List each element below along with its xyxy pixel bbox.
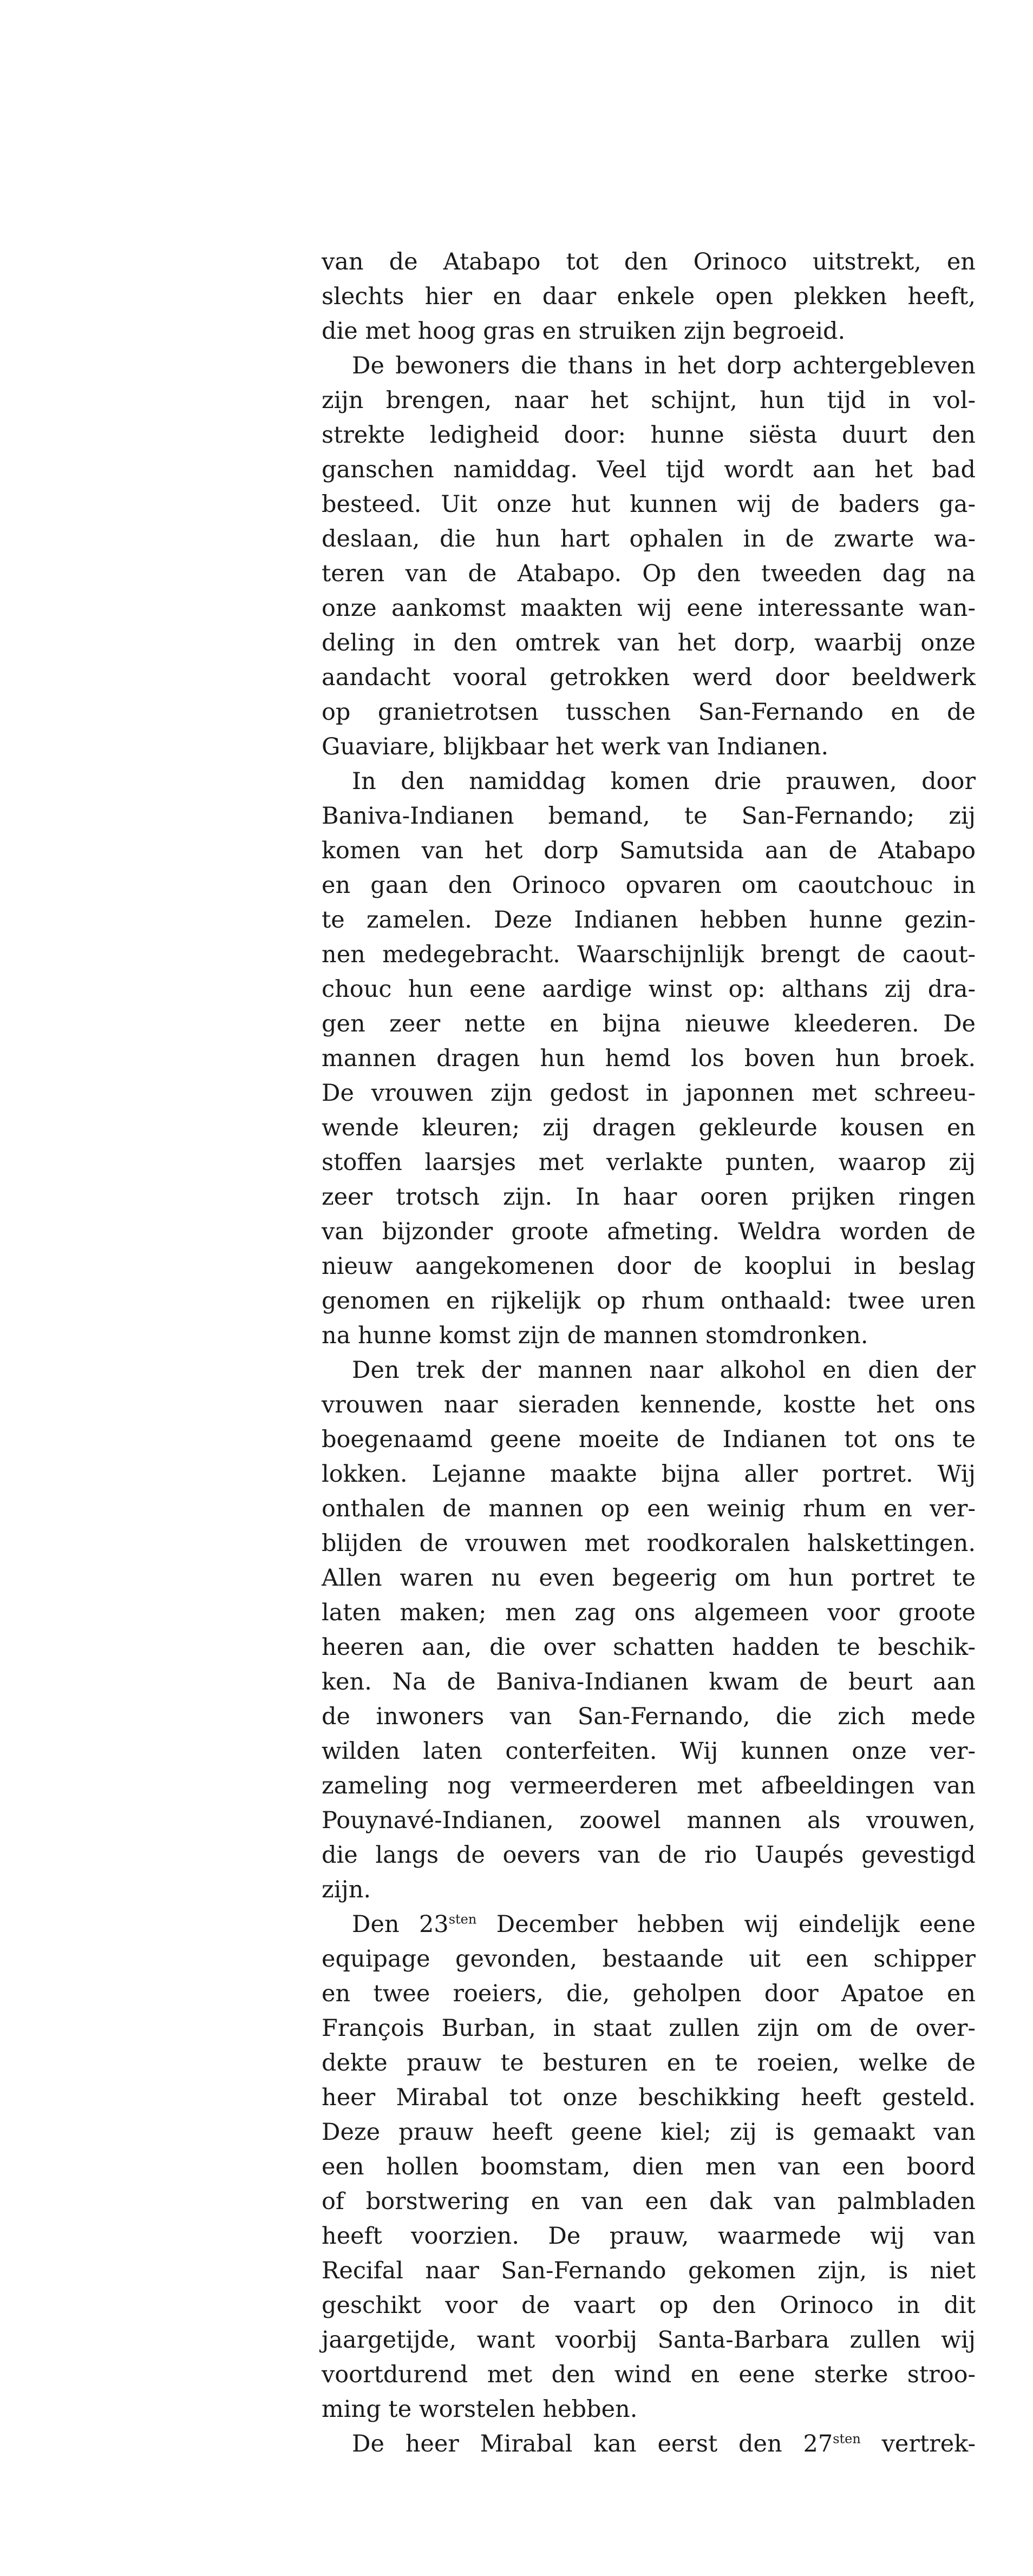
text-line-content: slechts hier en daar enkele open plekken heeft, <box>322 283 976 310</box>
text-line <box>322 972 976 1007</box>
text-line-content: voortdurend met den wind en eene sterke stroo- <box>322 2361 976 2388</box>
text-line-content: heeren aan, die over schatten hadden te beschik- <box>322 1634 976 1661</box>
text-line <box>322 2427 976 2461</box>
text-line-content: Den 23 <box>352 1911 449 1938</box>
text-line <box>322 937 976 972</box>
text-line <box>322 2392 976 2427</box>
text-line <box>322 314 976 349</box>
text-line <box>322 1145 976 1180</box>
text-line-content: genomen en rijkelijk op rhum onthaald: twee uren <box>322 1287 976 1315</box>
text-line <box>322 833 976 868</box>
text-line <box>322 2253 976 2288</box>
text-line-content: die langs de oevers van de rio Uaupés gevestigd <box>322 1842 976 1869</box>
superscript: sten <box>448 1911 477 1927</box>
text-line <box>322 1561 976 1595</box>
text-line-content: Pouynavé-Indianen, zoowel mannen als vrouwen, <box>322 1807 976 1834</box>
text-line <box>322 799 976 833</box>
text-line <box>322 730 976 764</box>
text-line-content: jaargetijde, want voorbij Santa-Barbara zullen wij <box>322 2327 976 2354</box>
text-line-content: en twee roeiers, die, geholpen door Apatoe en <box>322 1980 976 2007</box>
text-line <box>322 1076 976 1110</box>
text-line-content: die met hoog gras en struiken zijn begroeid. <box>322 318 846 345</box>
text-line-content: François Burban, in staat zullen zijn om de over- <box>322 2015 976 2042</box>
text-line-content: Baniva-Indianen bemand, te San-Fernando; zij <box>322 803 976 830</box>
text-line-content: wende kleuren; zij dragen gekleurde kousen en <box>322 1114 976 1141</box>
text-line-content: geschikt voor de vaart op den Orinoco in dit <box>322 2292 976 2319</box>
text-line <box>322 1976 976 2011</box>
text-line-content: boegenaamd geene moeite de Indianen tot ons te <box>322 1426 976 1453</box>
text-line-content: heer Mirabal tot onze beschikking heeft gesteld. <box>322 2084 976 2111</box>
text-line <box>322 1214 976 1249</box>
text-line <box>322 1665 976 1699</box>
text-line <box>322 1422 976 1457</box>
text-line-content: aandacht vooral getrokken werd door beeldwerk <box>322 664 976 691</box>
text-line-content: van bijzonder groote afmeting. Weldra worden de <box>322 1218 976 1245</box>
superscript: sten <box>833 2431 861 2447</box>
text-line-content: equipage gevonden, bestaande uit een schipper <box>322 1946 976 1973</box>
text-line-content: De heer Mirabal kan eerst den 27 <box>352 2430 833 2457</box>
text-line <box>322 2219 976 2253</box>
text-line-content: zameling nog vermeerderen met afbeeldingen van <box>322 1772 976 1799</box>
text-line <box>322 2323 976 2357</box>
text-line <box>322 626 976 660</box>
text-line <box>322 418 976 452</box>
text-line-content: Recifal naar San-Fernando gekomen zijn, is niet <box>322 2257 976 2284</box>
text-line <box>322 1595 976 1630</box>
text-line-content: De vrouwen zijn gedost in japonnen met schreeu- <box>322 1080 976 1107</box>
text-line <box>322 695 976 730</box>
text-line-content: zijn. <box>322 1876 371 1903</box>
text-line <box>322 1110 976 1145</box>
text-line-content: de inwoners van San-Fernando, die zich mede <box>322 1703 976 1730</box>
text-line <box>322 1630 976 1665</box>
text-line <box>322 2080 976 2115</box>
body-text <box>322 245 976 2461</box>
text-line-content: Allen waren nu even begeerig om hun portret te <box>322 1565 976 1592</box>
text-line-content: mannen dragen hun hemd los boven hun broek. <box>322 1045 976 1072</box>
text-line-content: en gaan den Orinoco opvaren om caoutchouc in <box>322 872 976 899</box>
text-line <box>322 279 976 314</box>
text-line-content: laten maken; men zag ons algemeen voor groote <box>322 1599 976 1626</box>
text-line-content: deslaan, die hun hart ophalen in de zwarte wa- <box>322 525 976 553</box>
text-line-content: Den trek der mannen naar alkohol en dien der <box>352 1357 976 1384</box>
text-line-content: ganschen namiddag. Veel tijd wordt aan het bad <box>322 456 976 483</box>
text-line-content: ming te worstelen hebben. <box>322 2396 638 2423</box>
text-line-content: een hollen boomstam, dien men van een boord <box>322 2153 976 2180</box>
text-line-content: lokken. Lejanne maakte bijna aller portret. Wij <box>322 1461 976 1488</box>
text-line-content: Deze prauw heeft geene kiel; zij is gemaakt van <box>322 2119 976 2146</box>
text-line-content: deling in den omtrek van het dorp, waarbij onze <box>322 629 976 656</box>
text-line <box>322 1734 976 1769</box>
text-line-content: vrouwen naar sieraden kennende, kostte het ons <box>322 1391 976 1418</box>
text-line <box>322 1491 976 1526</box>
text-line-content: na hunne komst zijn de mannen stomdronken. <box>322 1322 868 1349</box>
text-line-content: blijden de vrouwen met roodkoralen halskettingen. <box>322 1530 976 1557</box>
text-line-content: dekte prauw te besturen en te roeien, welke de <box>322 2049 976 2076</box>
text-line <box>322 522 976 556</box>
text-line-content: besteed. Uit onze hut kunnen wij de baders ga- <box>322 491 976 518</box>
text-line-content: strekte ledigheid door: hunne siësta duurt den <box>322 422 976 449</box>
text-line-content: komen van het dorp Samutsida aan de Atabapo <box>322 837 976 864</box>
text-line <box>322 2184 976 2219</box>
text-line <box>322 383 976 418</box>
text-line <box>322 1180 976 1214</box>
text-line <box>322 1318 976 1353</box>
text-line-content: onthalen de mannen op een weinig rhum en ver- <box>322 1495 976 1522</box>
text-line <box>322 487 976 522</box>
text-line <box>322 1041 976 1076</box>
text-line <box>322 2150 976 2184</box>
text-line-content: De bewoners die thans in het dorp achtergebleven <box>352 352 976 379</box>
text-line <box>322 245 976 279</box>
text-line-content: heeft voorzien. De prauw, waarmede wij van <box>322 2223 976 2250</box>
text-line-content: chouc hun eene aardige winst op: althans zij dra- <box>322 976 976 1003</box>
text-line <box>322 1699 976 1734</box>
text-line <box>322 1803 976 1838</box>
text-line-content: wilden laten conterfeiten. Wij kunnen onze ver- <box>322 1738 976 1765</box>
text-line <box>322 1007 976 1041</box>
text-line-content: In den namiddag komen drie prauwen, door <box>352 768 976 795</box>
text-line <box>322 452 976 487</box>
text-line <box>322 1769 976 1803</box>
text-line <box>322 2011 976 2046</box>
text-line-content: nieuw aangekomenen door de kooplui in beslag <box>322 1253 976 1280</box>
text-line <box>322 1907 976 1942</box>
text-line <box>322 903 976 937</box>
text-line <box>322 1388 976 1422</box>
text-line-content: op granietrotsen tusschen San-Fernando en de <box>322 699 976 726</box>
text-line <box>322 1249 976 1284</box>
text-line <box>322 2046 976 2080</box>
text-line-content: van de Atabapo tot den Orinoco uitstrekt, en <box>322 248 976 275</box>
text-line <box>322 1284 976 1318</box>
text-line-continuation: vertrek- <box>860 2430 976 2457</box>
text-line <box>322 764 976 799</box>
text-line <box>322 1838 976 1872</box>
text-line-content: gen zeer nette en bijna nieuwe kleederen. De <box>322 1010 976 1037</box>
text-line <box>322 868 976 903</box>
text-line-content: of borstwering en van een dak van palmbladen <box>322 2188 976 2215</box>
text-line <box>322 1457 976 1491</box>
text-line-continuation: December hebben wij eindelijk eene <box>476 1911 976 1938</box>
text-line-content: te zamelen. Deze Indianen hebben hunne gezin- <box>322 906 976 934</box>
text-line-content: ken. Na de Baniva-Indianen kwam de beurt aan <box>322 1668 976 1696</box>
text-line <box>322 1353 976 1388</box>
text-line-content: teren van de Atabapo. Op den tweeden dag na <box>322 560 976 587</box>
text-line <box>322 591 976 626</box>
text-line-content: onze aankomst maakten wij eene interessante wan- <box>322 595 976 622</box>
text-line <box>322 1872 976 1907</box>
text-line-content: zeer trotsch zijn. In haar ooren prijken ringen <box>322 1184 976 1211</box>
text-line-content: nen medegebracht. Waarschijnlijk brengt de caout- <box>322 941 976 968</box>
text-line <box>322 660 976 695</box>
text-line <box>322 2288 976 2323</box>
text-line <box>322 2115 976 2150</box>
text-line <box>322 1526 976 1561</box>
text-line <box>322 349 976 383</box>
text-line <box>322 1942 976 1976</box>
text-line-content: stoffen laarsjes met verlakte punten, waarop zij <box>322 1149 976 1176</box>
text-line-content: zijn brengen, naar het schijnt, hun tijd in vol- <box>322 387 976 414</box>
text-line <box>322 556 976 591</box>
text-line <box>322 2357 976 2392</box>
text-line-content: Guaviare, blijkbaar het werk van Indianen. <box>322 733 829 760</box>
